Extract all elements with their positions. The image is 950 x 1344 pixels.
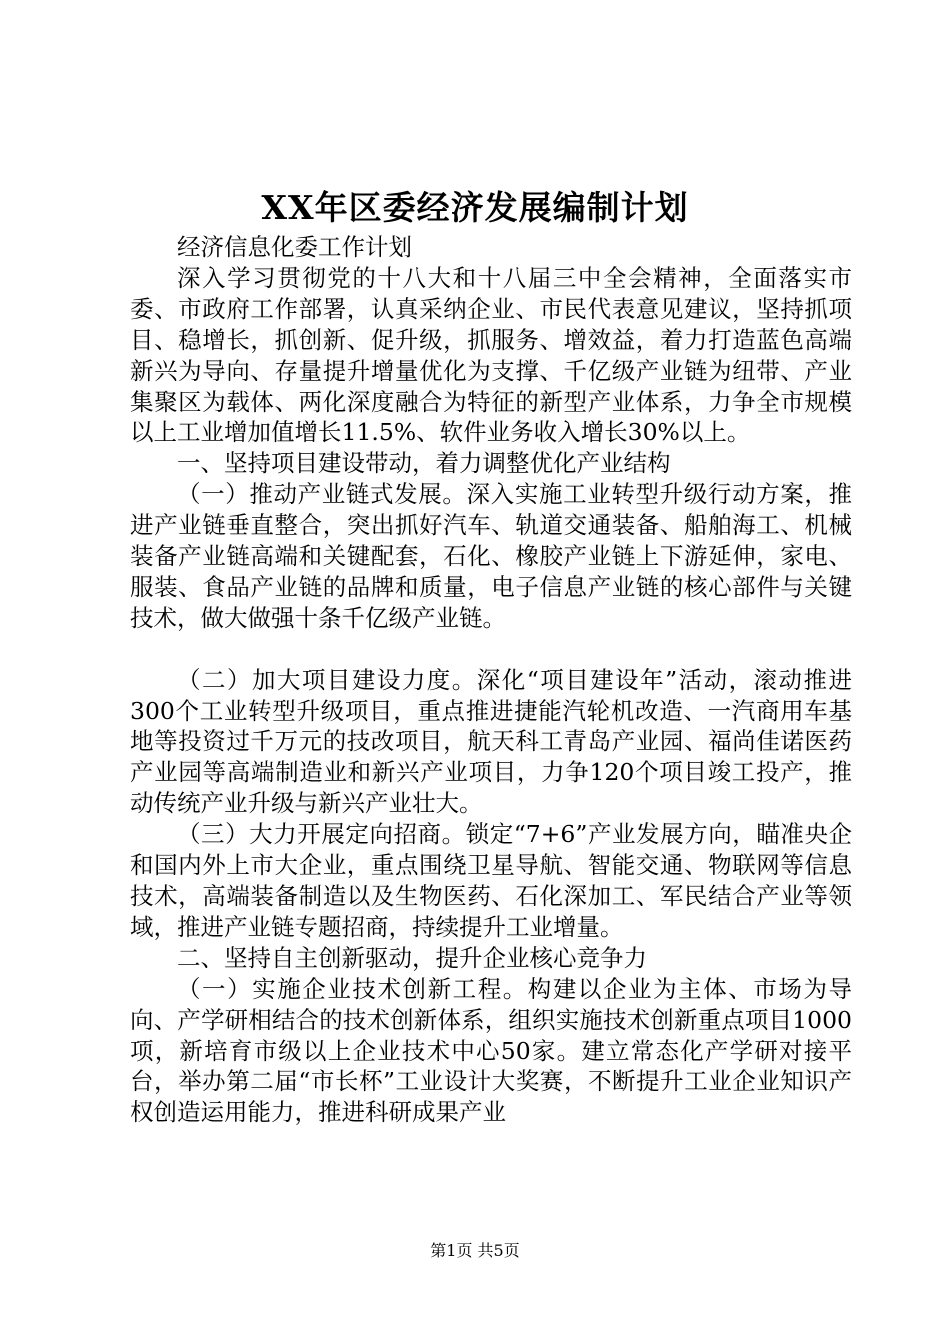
- paragraph-2-1: （一）实施企业技术创新工程。构建以企业为主体、市场为导向、产学研相结合的技术创新体系，组织实施技术创新重点项目1000项，新培育市级以上企业技术中心50家。建立常态化产学研对接平台，举办第二届“市长杯”工业设计大奖赛，不断提升工业企业知识产权创造运用能力，推进科研成果产业: [130, 974, 852, 1127]
- section-heading-1: 一、坚持项目建设带动，着力调整优化产业结构: [177, 449, 671, 478]
- paragraph-1-1: （一）推动产业链式发展。深入实施工业转型升级行动方案，推进产业链垂直整合，突出抓好汽车、轨道交通装备、船舶海工、机械装备产业链高端和关键配套，石化、橡胶产业链上下游延伸，家电、服装、食品产业链的品牌和质量，电子信息产业链的核心部件与关键技术，做大做强十条千亿级产业链。: [130, 480, 852, 632]
- section-heading-2: 二、坚持自主创新驱动，提升企业核心竞争力: [177, 943, 647, 972]
- document-body: [130, 232, 852, 1128]
- document-title: XX年区委经济发展编制计划: [261, 188, 689, 227]
- paragraph-1-2: （二）加大项目建设力度。深化“项目建设年”活动，滚动推进300个工业转型升级项目，重点推进捷能汽轮机改造、一汽商用车基地等投资过千万元的技改项目，航天科工青岛产业园、福尚佳诺医药产业园等高端制造业和新兴产业项目，力争120个项目竣工投产，推动传统产业升级与新兴产业壮大。: [130, 665, 852, 818]
- page-footer: 第1页 共5页: [430, 1241, 520, 1260]
- paragraph-intro: 深入学习贯彻党的十八大和十八届三中全会精神，全面落实市委、市政府工作部署，认真采纳企业、市民代表意见建议，坚持抓项目、稳增长，抓创新、促升级，抓服务、增效益，着力打造蓝色高端新兴为导向、存量提升增量优化为支撑、千亿级产业链为纽带、产业集聚区为载体、两化深度融合为特征的新型产业体系，力争全市规模以上工业增加值增长11.5%、软件业务收入增长30%以上。: [130, 263, 852, 447]
- paragraph-1-3: （三）大力开展定向招商。锁定“7+6”产业发展方向，瞄准央企和国内外上市大企业，重点围绕卫星导航、智能交通、物联网等信息技术，高端装备制造以及生物医药、石化深加工、军民结合产业等领域，推进产业链专题招商，持续提升工业增量。: [130, 820, 852, 941]
- paragraph-subtitle: 经济信息化委工作计划: [177, 233, 412, 261]
